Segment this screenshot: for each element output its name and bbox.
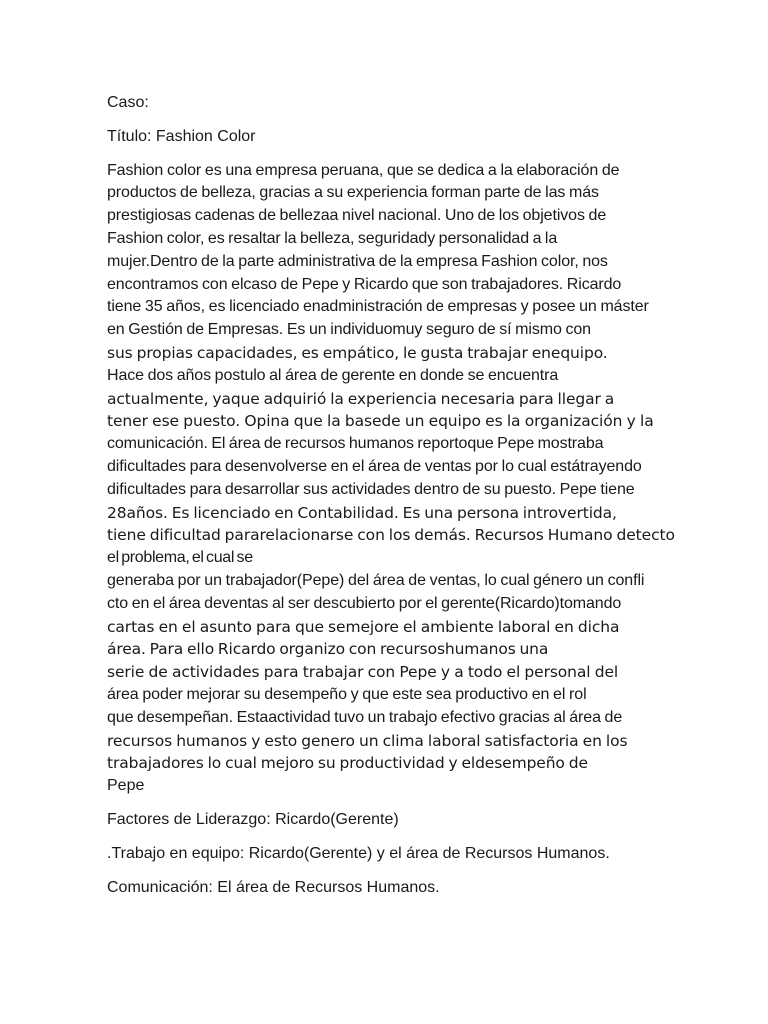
body-line: área. Para ello Ricardo organizo con recursoshumanos una (107, 640, 549, 659)
body-line: cartas en el asunto para que semejore el ambiente laboral en dicha (107, 617, 620, 636)
body-line: sus propias capacidades, es empático, le gusta trabajar enequipo. (107, 343, 608, 362)
body-line: trabajadores lo cual mejoro su productividad y eldesempeño de (107, 754, 588, 773)
body-line: Pepe (107, 777, 145, 795)
body-line: serie de actividades para trabajar con Pepe y a todo el personal del (107, 663, 619, 682)
body-line: Fashion color es una empresa peruana, que se dedica a la elaboración de (107, 161, 620, 179)
body-line: tener ese puesto. Opina que la basede un equipo es la organización y la (107, 412, 654, 431)
body-line: tiene 35 años, es licenciado enadministración de empresas y posee un máster (107, 298, 649, 316)
body-line: cto en el área deventas al ser descubierto por el gerente(Ricardo)tomando (107, 594, 622, 612)
communication-line: Comunicación: El área de Recursos Humanos. (107, 878, 440, 896)
case-label: Caso: (107, 94, 149, 111)
body-line: 28años. Es licenciado en Contabilidad. Es una persona introvertida, (107, 503, 617, 522)
case-title: Título: Fashion Color (107, 127, 256, 145)
body-line: recursos humanos y esto genero un clima laboral satisfactoria en los (107, 731, 628, 750)
body-line: dificultades para desarrollar sus actividades dentro de su puesto. Pepe tiene (107, 480, 635, 498)
body-line: encontramos con elcaso de Pepe y Ricardo que son trabajadores. Ricardo (107, 275, 622, 293)
leadership-factors: Factores de Liderazgo: Ricardo(Gerente) (107, 810, 399, 828)
body-line: productos de belleza, gracias a su experiencia forman parte de las más (107, 184, 599, 202)
body-line: que desempeñan. Estaactividad tuvo un trabajo efectivo gracias al área de (107, 708, 623, 726)
body-line: actualmente, yaque adquirió la experiencia necesaria para llegar a (107, 389, 615, 408)
body-line: Fashion color, es resaltar la belleza, seguridady personalidad a la (107, 229, 558, 247)
body-line: área poder mejorar su desempeño y que este sea productivo en el rol (107, 685, 587, 703)
body-line: comunicación. El área de recursos humanos reportoque Pepe mostraba (107, 435, 604, 453)
body-line: tiene dificultad pararelacionarse con los demás. Recursos Humano detecto (107, 526, 675, 545)
body-line: mujer.Dentro de la parte administrativa de la empresa Fashion color, nos (107, 252, 608, 270)
teamwork-line: .Trabajo en equipo: Ricardo(Gerente) y el área de Recursos Humanos. (107, 844, 610, 862)
body-line: prestigiosas cadenas de bellezaa nivel nacional. Uno de los objetivos de (107, 207, 607, 225)
body-line: Hace dos años postulo al área de gerente en donde se encuentra (107, 366, 559, 384)
body-line: dificultades para desenvolverse en el área de ventas por lo cual estátrayendo (107, 457, 642, 475)
body-line: en Gestión de Empresas. Es un individuomuy seguro de sí mismo con (107, 321, 591, 339)
body-line: generaba por un trabajador(Pepe) del área de ventas, lo cual género un confli (107, 571, 645, 589)
document-body (107, 92, 675, 910)
case-description (107, 160, 675, 798)
body-line: el problema, el cual se (107, 549, 253, 567)
